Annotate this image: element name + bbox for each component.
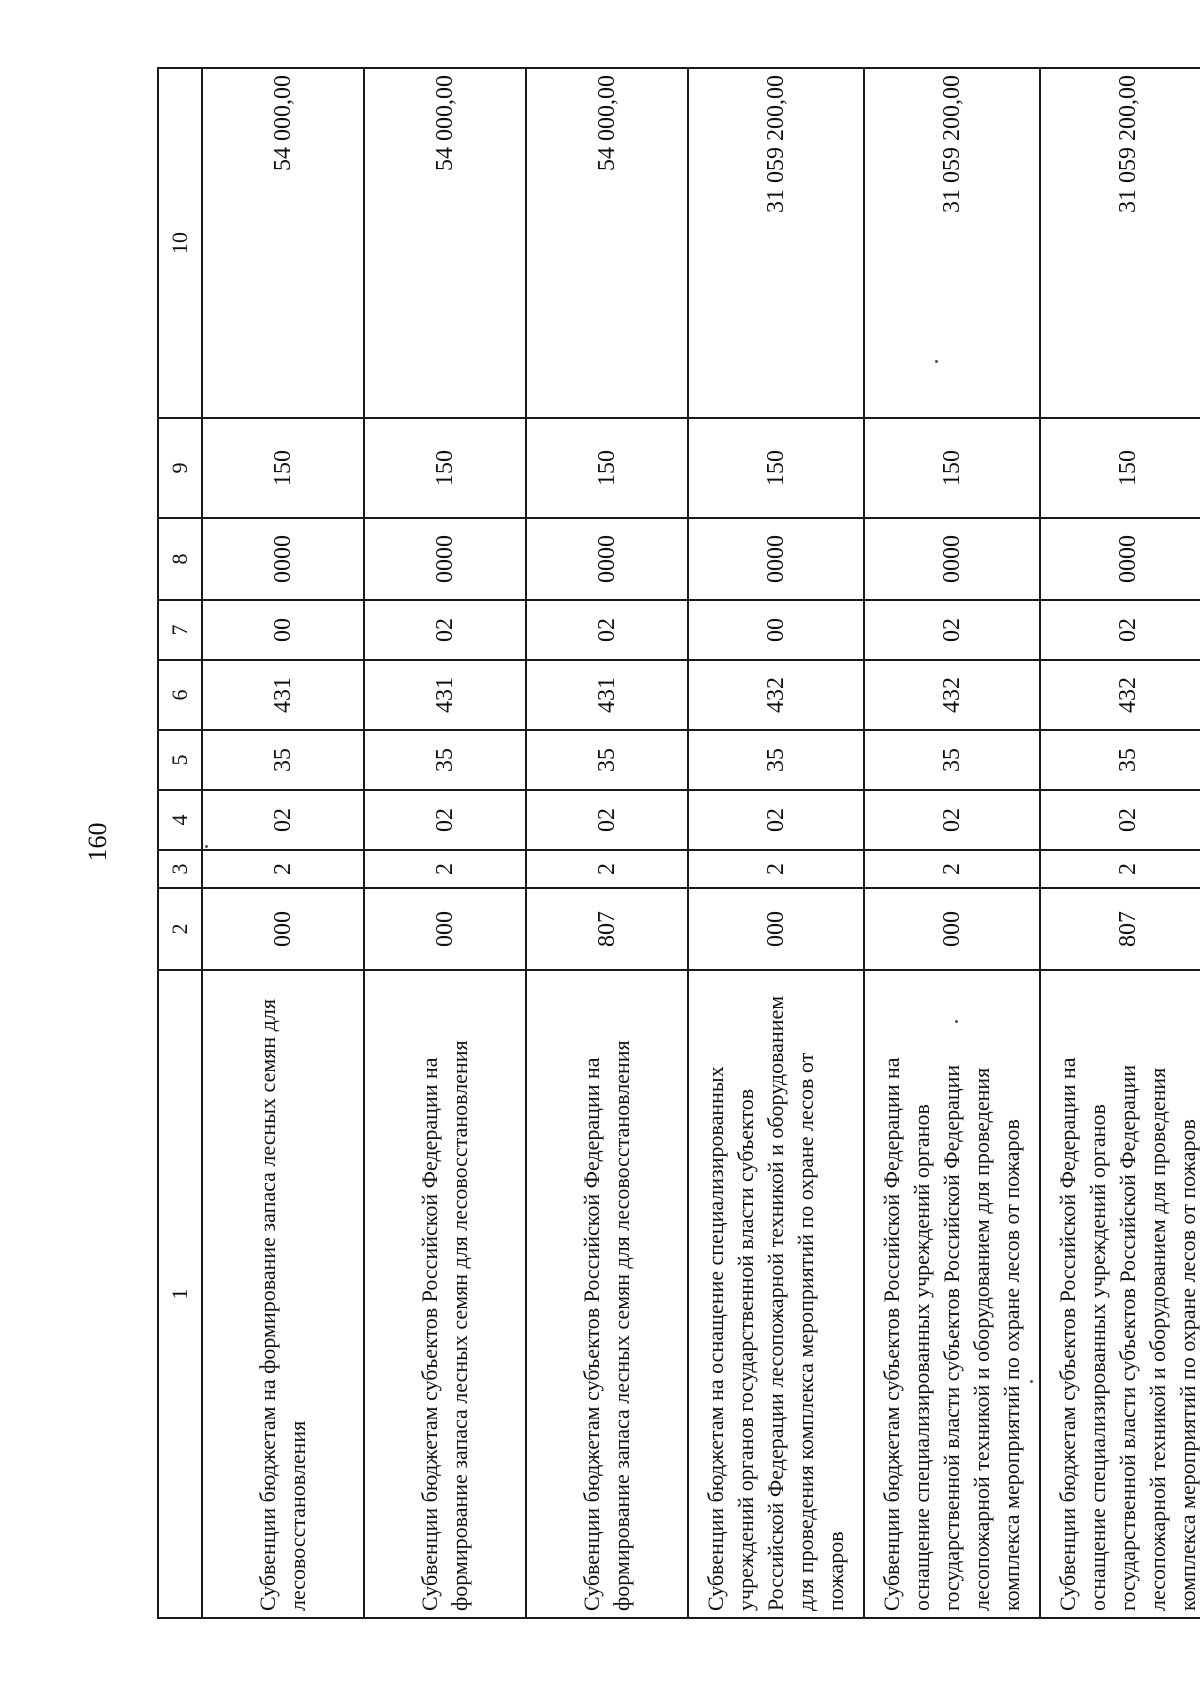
header-col-4: 4 <box>158 790 202 850</box>
cell-col-6: 431 <box>202 660 364 730</box>
cell-col-8: 0000 <box>526 518 688 600</box>
cell-col-9: 150 <box>864 418 1040 518</box>
cell-col-8: 0000 <box>688 518 864 600</box>
cell-col-5: 35 <box>1040 730 1200 790</box>
table-row <box>364 68 526 1618</box>
header-col-9: 9 <box>158 418 202 518</box>
cell-col-6: 431 <box>364 660 526 730</box>
row-description: Субвенции бюджетам субъектов Российской Федерации на формирование запаса лесных семян для лесовосстановления <box>364 970 526 1618</box>
cell-col-7: 00 <box>688 600 864 660</box>
cell-col-4: 02 <box>864 790 1040 850</box>
cell-col-3: 2 <box>526 850 688 888</box>
table-row <box>1040 68 1200 1618</box>
page-number: 160 <box>83 822 112 862</box>
cell-col-6: 432 <box>864 660 1040 730</box>
cell-col-7: 02 <box>526 600 688 660</box>
cell-col-3: 2 <box>1040 850 1200 888</box>
cell-col-2: 807 <box>1040 888 1200 970</box>
cell-col-2: 000 <box>364 888 526 970</box>
cell-col-9: 150 <box>202 418 364 518</box>
scan-speck <box>205 845 208 848</box>
cell-col-6: 431 <box>526 660 688 730</box>
cell-amount: 31 059 200,00 <box>688 68 864 418</box>
header-col-5: 5 <box>158 730 202 790</box>
rotated-table-wrapper <box>157 69 1200 1619</box>
cell-col-3: 2 <box>864 850 1040 888</box>
cell-col-4: 02 <box>364 790 526 850</box>
cell-col-5: 35 <box>526 730 688 790</box>
cell-col-7: 00 <box>202 600 364 660</box>
cell-col-9: 150 <box>1040 418 1200 518</box>
cell-amount: 54 000,00 <box>364 68 526 418</box>
cell-col-3: 2 <box>364 850 526 888</box>
cell-col-4: 02 <box>688 790 864 850</box>
row-description: Субвенции бюджетам на оснащение специализированных учреждений органов государственной власти субъектов Российской Федерации лесопожарной техникой и оборудованием для проведения комплекса мероприятий по охране лесов от пожаров <box>688 970 864 1618</box>
cell-amount: 31 059 200,00 <box>1040 68 1200 418</box>
cell-col-5: 35 <box>864 730 1040 790</box>
header-col-3: 3 <box>158 850 202 888</box>
cell-col-5: 35 <box>364 730 526 790</box>
cell-col-7: 02 <box>864 600 1040 660</box>
cell-amount: 31 059 200,00 <box>864 68 1040 418</box>
cell-col-9: 150 <box>526 418 688 518</box>
cell-col-4: 02 <box>526 790 688 850</box>
cell-col-6: 432 <box>1040 660 1200 730</box>
cell-col-4: 02 <box>1040 790 1200 850</box>
cell-col-2: 000 <box>864 888 1040 970</box>
header-col-8: 8 <box>158 518 202 600</box>
cell-col-8: 0000 <box>202 518 364 600</box>
scan-speck <box>1030 1380 1033 1383</box>
cell-col-2: 000 <box>202 888 364 970</box>
budget-table <box>157 67 1200 1619</box>
table-row <box>688 68 864 1618</box>
scan-speck <box>955 1020 958 1023</box>
scan-speck <box>935 360 938 363</box>
cell-col-2: 807 <box>526 888 688 970</box>
row-description: Субвенции бюджетам на формирование запаса лесных семян для лесовосстановления <box>202 970 364 1618</box>
cell-col-5: 35 <box>688 730 864 790</box>
cell-col-9: 150 <box>688 418 864 518</box>
row-description: Субвенции бюджетам субъектов Российской Федерации на оснащение специализированных учреждений органов государственной власти субъектов Российской Федерации лесопожарной техникой и оборудованием для проведения комплекса мероприятий по охране лесов от пожаров <box>1040 970 1200 1618</box>
cell-col-7: 02 <box>364 600 526 660</box>
cell-col-3: 2 <box>688 850 864 888</box>
cell-amount: 54 000,00 <box>526 68 688 418</box>
header-col-6: 6 <box>158 660 202 730</box>
table-row <box>864 68 1040 1618</box>
header-col-7: 7 <box>158 600 202 660</box>
header-col-2: 2 <box>158 888 202 970</box>
cell-col-5: 35 <box>202 730 364 790</box>
cell-col-9: 150 <box>364 418 526 518</box>
cell-col-8: 0000 <box>364 518 526 600</box>
cell-col-3: 2 <box>202 850 364 888</box>
cell-col-6: 432 <box>688 660 864 730</box>
header-col-1: 1 <box>158 970 202 1618</box>
cell-col-7: 02 <box>1040 600 1200 660</box>
cell-col-2: 000 <box>688 888 864 970</box>
cell-col-8: 0000 <box>1040 518 1200 600</box>
table-row <box>202 68 364 1618</box>
cell-col-4: 02 <box>202 790 364 850</box>
row-description: Субвенции бюджетам субъектов Российской Федерации на оснащение специализированных учреждений органов государственной власти субъектов Российской Федерации лесопожарной техникой и оборудованием для проведения комплекса мероприятий по охране лесов от пожаров <box>864 970 1040 1618</box>
header-row <box>158 68 202 1618</box>
cell-amount: 54 000,00 <box>202 68 364 418</box>
table-row <box>526 68 688 1618</box>
header-col-10: 10 <box>158 68 202 418</box>
cell-col-8: 0000 <box>864 518 1040 600</box>
row-description: Субвенции бюджетам субъектов Российской Федерации на формирование запаса лесных семян для лесовосстановления <box>526 970 688 1618</box>
